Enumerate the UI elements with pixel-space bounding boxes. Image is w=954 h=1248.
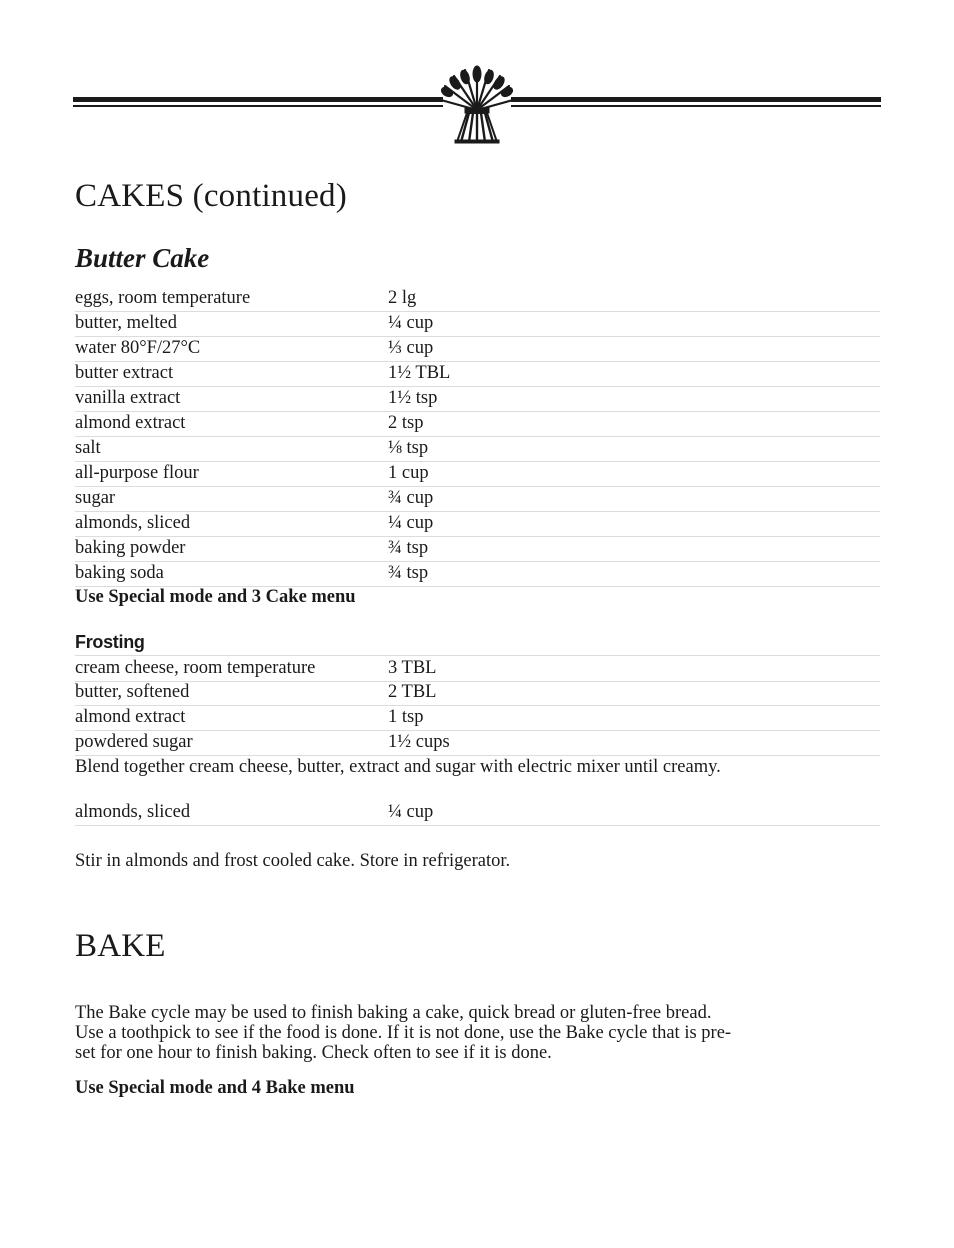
ingredient-name: almonds, sliced (75, 802, 191, 822)
ingredient-row (75, 336, 880, 362)
ingredient-name: powdered sugar (75, 732, 193, 752)
frosting-ingredient-row (75, 655, 880, 682)
ingredient-name: almond extract (75, 707, 186, 727)
ingredient-name: salt (75, 438, 101, 458)
bake-paragraph-line: The Bake cycle may be used to finish baking a cake, quick bread or gluten-free bread. (75, 1003, 712, 1023)
cake-mode-instruction: Use Special mode and 3 Cake menu (75, 587, 356, 607)
frosting-ingredient-row (75, 705, 880, 731)
frosting-ingredient-row (75, 680, 880, 706)
ingredient-name: almond extract (75, 413, 186, 433)
ingredient-row (75, 561, 880, 587)
ingredient-name: water 80°F/27°C (75, 338, 201, 358)
ingredient-amount: 1½ cups (388, 732, 450, 752)
ingredient-name: all-purpose flour (75, 463, 199, 483)
ingredient-amount: 1½ tsp (388, 388, 438, 408)
frosting-blend-instruction: Blend together cream cheese, butter, extract and sugar with electric mixer until creamy. (75, 757, 721, 777)
ingredient-name: baking soda (75, 563, 164, 583)
wheat-sheaf-icon (440, 66, 514, 143)
ingredient-name: butter, softened (75, 682, 190, 702)
bake-paragraph-line: set for one hour to finish baking. Check often to see if it is done. (75, 1043, 552, 1063)
ingredient-row (75, 286, 880, 312)
ingredient-amount: 1½ TBL (388, 363, 451, 383)
ingredient-row (75, 386, 880, 412)
ingredient-row (75, 511, 880, 537)
ingredient-name: vanilla extract (75, 388, 181, 408)
ingredient-amount: ¾ cup (388, 488, 434, 508)
ingredient-amount: ¼ cup (388, 313, 434, 333)
ingredient-amount: ¾ tsp (388, 563, 429, 583)
ingredient-amount: ¼ cup (388, 513, 434, 533)
recipe-title: Butter Cake (75, 243, 210, 273)
ingredient-row (75, 311, 880, 337)
ingredient-amount: ⅛ tsp (388, 438, 429, 458)
ingredient-name: butter extract (75, 363, 174, 383)
ingredient-amount: 1 tsp (388, 707, 424, 727)
ingredient-row (75, 486, 880, 512)
ingredient-amount: ¾ tsp (388, 538, 429, 558)
frosting-title: Frosting (75, 632, 145, 652)
section-title: CAKES (continued) (75, 178, 347, 214)
ingredient-name: baking powder (75, 538, 186, 558)
frosting-ingredient-row (75, 730, 880, 756)
ingredient-row (75, 436, 880, 462)
ingredient-name: sugar (75, 488, 116, 508)
ingredient-amount: 2 lg (388, 288, 417, 308)
bake-mode-instruction: Use Special mode and 4 Bake menu (75, 1078, 355, 1098)
ingredient-name: eggs, room temperature (75, 288, 251, 308)
ingredient-row (75, 411, 880, 437)
ingredient-row (75, 461, 880, 487)
bake-paragraph-line: Use a toothpick to see if the food is done. If it is not done, use the Bake cycle that is pre- (75, 1023, 732, 1043)
frosting-extra-row (75, 800, 880, 826)
ingredient-amount: 3 TBL (388, 658, 437, 678)
ingredient-amount: 2 tsp (388, 413, 424, 433)
ingredient-amount: ⅓ cup (388, 338, 434, 358)
ingredient-row (75, 536, 880, 562)
ingredient-name: butter, melted (75, 313, 178, 333)
frosting-finish-instruction: Stir in almonds and frost cooled cake. Store in refrigerator. (75, 851, 511, 871)
ingredient-row (75, 361, 880, 387)
bake-title: BAKE (75, 928, 166, 964)
ingredient-name: cream cheese, room temperature (75, 658, 316, 678)
ingredient-amount: ¼ cup (388, 802, 434, 822)
ingredient-amount: 1 cup (388, 463, 429, 483)
ingredient-amount: 2 TBL (388, 682, 437, 702)
ingredient-name: almonds, sliced (75, 513, 191, 533)
bake-paragraph (75, 1003, 835, 1063)
header-rule (73, 60, 881, 150)
